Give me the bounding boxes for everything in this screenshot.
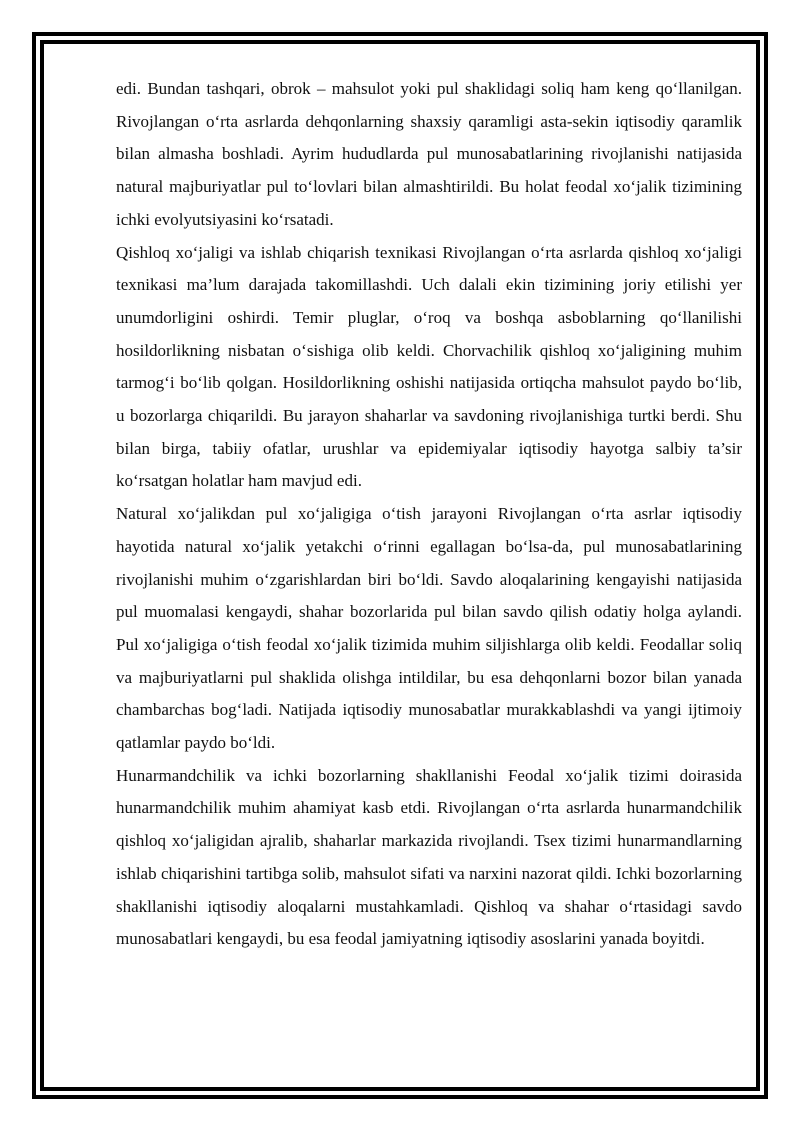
paragraph-agriculture: Qishloq xo‘jaligi va ishlab chiqarish texnikasi Rivojlangan o‘rta asrlarda qishloq xo‘jaligi texnikasi ma’lum darajada takomillashdi. Uch dalali ekin tizimining joriy etilishi yer unumdorligini oshirdi. Temir pluglar, o‘roq va boshqa asboblarning qo‘llanilishi hosildorlikning nisbatan o‘sishiga olib keldi. Chorvachilik qishloq xo‘jaligining muhim tarmog‘i bo‘lib qolgan. Hosildorlikning oshishi natijasida ortiqcha mahsulot paydo bo‘lib, u bozorlarga chiqarildi. Bu jarayon shaharlar va savdoning rivojlanishiga turtki berdi. Shu bilan birga, tabiiy ofatlar, urushlar va epidemiyalar iqtisodiy hayotga salbiy ta’sir ko‘rsatgan holatlar ham mavjud edi. xyxy=(116,242,742,491)
paragraph-money-economy: Natural xo‘jalikdan pul xo‘jaligiga o‘tish jarayoni Rivojlangan o‘rta asrlar iqtisodiy hayotida natural xo‘jalik yetakchi o‘rinni egallagan bo‘lsa-da, pul munosabatlarining rivojlanishi muhim o‘zgarishlardan biri bo‘ldi. Savdo aloqalarining kengayishi natijasida pul muomalasi kengaydi, shahar bozorlarida pul bilan savdo qilish odatiy holga aylandi. Pul xo‘jaligiga o‘tish feodal xo‘jalik tizimida muhim siljishlarga olib keldi. Feodallar soliq va majburiyatlarni pul shaklida olishga intildilar, bu esa dehqonlarni bozor bilan yanada chambarchas bog‘ladi. Natijada iqtisodiy munosabatlar murakkablashdi va yangi ijtimoiy qatlamlar paydo bo‘ldi. xyxy=(116,504,742,753)
document-body xyxy=(116,73,742,956)
paragraph-crafts-markets: Hunarmandchilik va ichki bozorlarning shakllanishi Feodal xo‘jalik tizimi doirasida hunarmandchilik muhim ahamiyat kasb etdi. Rivojlangan o‘rta asrlarda hunarmandchilik qishloq xo‘jaligidan ajralib, shaharlar markazida rivojlandi. Tsex tizimi hunarmandlarning ishlab chiqarishini tartibga solib, mahsulot sifati va narxini nazorat qildi. Ichki bozorlarning shakllanishi iqtisodiy aloqalarni mustahkamladi. Qishloq va shahar o‘rtasidagi savdo munosabatlari kengaydi, bu esa feodal jamiyatning iqtisodiy asoslarini yanada boyitdi. xyxy=(116,765,742,949)
paragraph-obrok: edi. Bundan tashqari, obrok – mahsulot yoki pul shaklidagi soliq ham keng qo‘llanilgan. Rivojlangan o‘rta asrlarda dehqonlarning shaxsiy qaramligi asta-sekin iqtisodiy qaramlik bilan almasha boshladi. Ayrim hududlarda pul munosabatlarining rivojlanishi natijasida natural majburiyatlar pul to‘lovlari bilan almashtirildi. Bu holat feodal xo‘jalik tizimining ichki evolyutsiyasini ko‘rsatadi. xyxy=(116,79,742,229)
